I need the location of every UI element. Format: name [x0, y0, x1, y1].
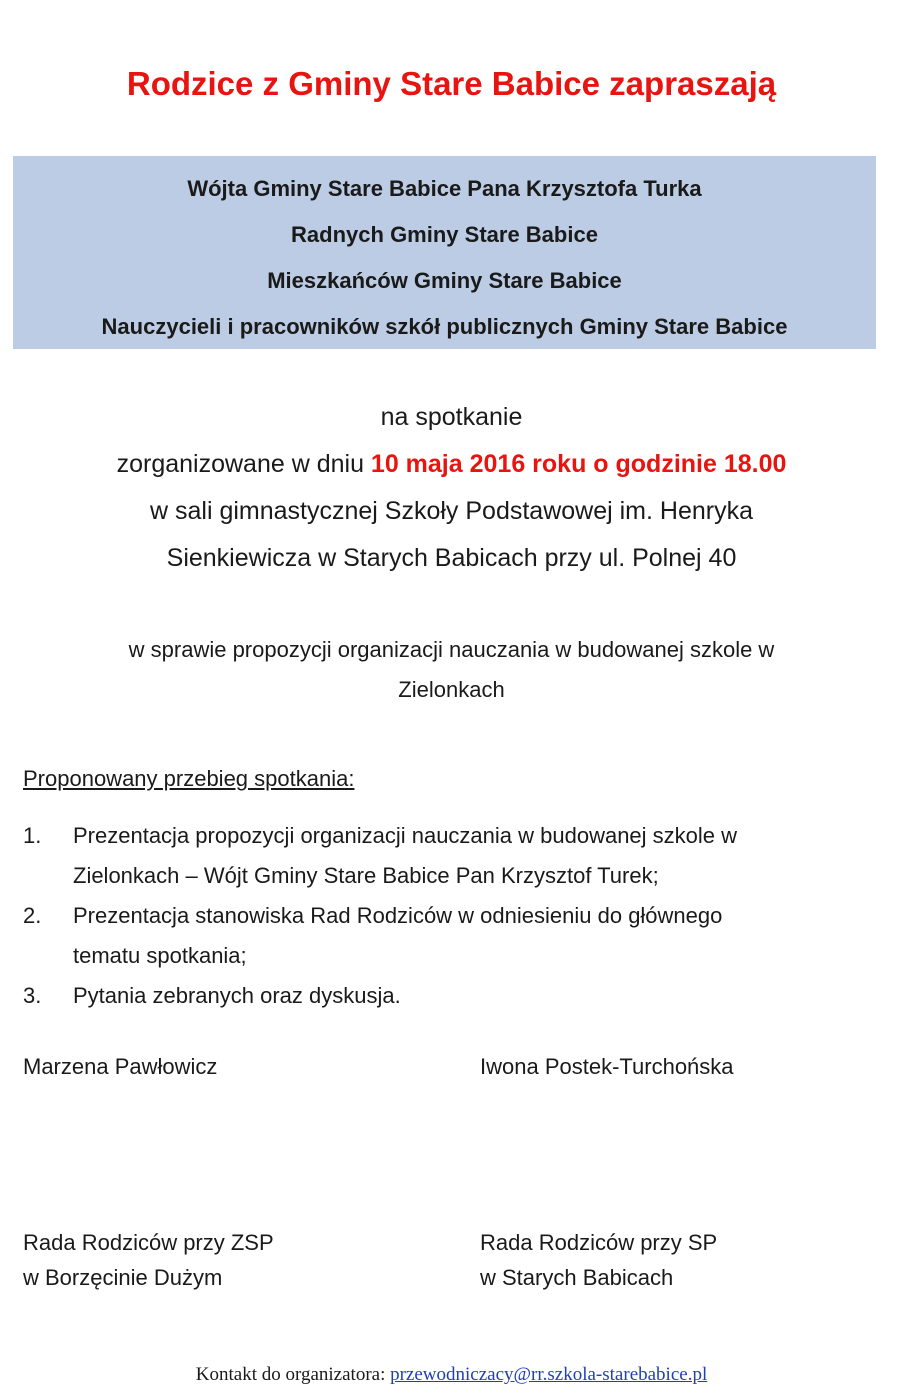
signature-left-org-line: Rada Rodziców przy ZSP [23, 1230, 274, 1255]
meeting-details [0, 394, 903, 582]
meeting-line-4: Sienkiewicza w Starych Babicach przy ul. Polnej 40 [166, 544, 737, 572]
agenda-title: Proponowany przebieg spotkania: [23, 766, 355, 791]
agenda-item-text: Prezentacja stanowiska Rad Rodziców w odniesieniu do głównego [73, 903, 723, 928]
agenda-list [23, 816, 883, 1016]
agenda-item [23, 896, 883, 976]
signature-right-org [480, 1225, 717, 1295]
signature-right-org-line: w Starych Babicach [480, 1265, 674, 1290]
agenda-item-text: Pytania zebranych oraz dyskusja. [73, 983, 401, 1008]
subject-line-2: Zielonkach [398, 677, 505, 702]
agenda-item-text: Zielonkach – Wójt Gminy Stare Babice Pan Krzysztof Turek; [73, 863, 659, 888]
agenda-item-text: tematu spotkania; [73, 943, 247, 968]
meeting-line-3: w sali gimnastycznej Szkoły Podstawowej im. Henryka [150, 497, 753, 525]
signature-left-name: Marzena Pawłowicz [23, 1054, 218, 1079]
invitees-box [13, 156, 876, 349]
agenda-item-number: 1. [23, 823, 42, 848]
signature-right-name: Iwona Postek-Turchońska [480, 1054, 734, 1079]
footer-contact [0, 1360, 903, 1390]
agenda-item [23, 816, 883, 896]
invitee-line: Nauczycieli i pracowników szkół publicznych Gminy Stare Babice [101, 314, 788, 339]
agenda-item-text: Prezentacja propozycji organizacji nauczania w budowanej szkole w [73, 823, 738, 848]
footer-label: Kontakt do organizatora: [195, 1364, 391, 1385]
contact-email-link[interactable]: przewodniczacy@rr.szkola-starebabice.pl [390, 1364, 708, 1385]
signature-left-org-line: w Borzęcinie Dużym [23, 1265, 223, 1290]
agenda-item-number: 3. [23, 983, 42, 1008]
subject-line-1: w sprawie propozycji organizacji nauczania w budowanej szkole w [128, 637, 775, 662]
meeting-date-prefix: zorganizowane w dniu [116, 450, 371, 478]
agenda-item-number: 2. [23, 903, 42, 928]
meeting-line-2 [0, 441, 903, 488]
page-title: Rodzice z Gminy Stare Babice zapraszają [126, 65, 777, 102]
invitee-line: Mieszkańców Gminy Stare Babice [267, 268, 622, 293]
signature-left-org [23, 1225, 274, 1295]
invitee-line: Radnych Gminy Stare Babice [291, 222, 598, 247]
meeting-line-1: na spotkanie [380, 403, 523, 431]
meeting-subject [0, 630, 903, 710]
meeting-date-highlight: 10 maja 2016 roku o godzinie 18.00 [370, 450, 787, 478]
signature-right-org-line: Rada Rodziców przy SP [480, 1230, 718, 1255]
agenda-item [23, 976, 883, 1016]
invitee-line: Wójta Gminy Stare Babice Pana Krzysztofa Turka [187, 176, 702, 201]
